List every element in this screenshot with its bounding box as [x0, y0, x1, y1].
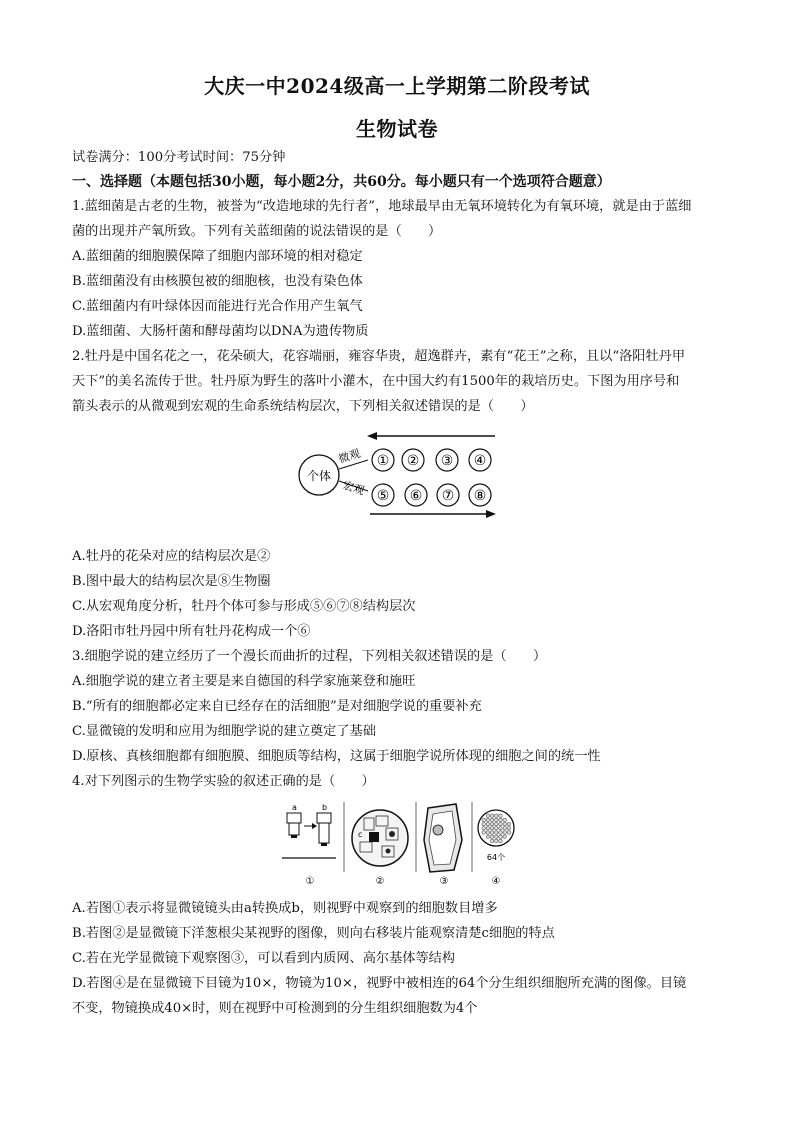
- small-cell: [482, 822, 486, 826]
- level-7-label: ⑦: [441, 488, 455, 504]
- small-cell: [482, 831, 486, 835]
- level-2-label: ②: [406, 453, 420, 469]
- life-system-levels-diagram: [295, 425, 505, 525]
- section-heading: 一、选择题（本题包括30小题，每小题2分，共60分。每小题只有一个选项符合题意）: [72, 174, 611, 190]
- small-cell: [503, 835, 507, 839]
- small-cell: [490, 818, 494, 822]
- small-cell: [507, 827, 511, 831]
- q4-option-a: A.若图①表示将显微镜镜头由a转换成b，则视野中观察到的细胞数目增多: [72, 901, 498, 916]
- small-cell: [503, 831, 507, 835]
- q1-stem-line-2: 菌的出现并产氧所致。下列有关蓝细菌的说法错误的是（ ）: [72, 224, 442, 239]
- q3-stem: 3.细胞学说的建立经历了一个漫长而曲折的过程，下列相关叙述错误的是（ ）: [72, 649, 547, 664]
- lens-b-tip: [321, 843, 327, 846]
- figure-label-4: ④: [491, 876, 501, 887]
- q2-stem-line-2: 天下”的美名流传于世。牡丹原为野生的落叶小灌木，在中国大约有1500年的栽培历史。下图为用序号和: [72, 374, 680, 389]
- small-cell: [490, 814, 494, 818]
- q2-option-d: D.洛阳市牡丹园中所有牡丹花构成一个⑥: [72, 624, 311, 639]
- q1-stem-line-1: 1.蓝细菌是古老的生物，被誉为“改造地球的先行者”，地球最早由无氧环境转化为有氧环境，就是由于蓝细: [72, 199, 692, 214]
- small-cell: [507, 831, 511, 835]
- small-cell: [486, 814, 490, 818]
- q4-stem: 4.对下列图示的生物学实验的叙述正确的是（ ）: [72, 774, 375, 789]
- small-cell: [490, 827, 494, 831]
- small-cell: [490, 822, 494, 826]
- q4-option-c: C.若在光学显微镜下观察图③，可以看到内质网、高尔基体等结构: [72, 951, 456, 966]
- small-cell: [490, 831, 494, 835]
- nucleus-2b: [386, 849, 391, 854]
- small-cell: [495, 831, 499, 835]
- q2-stem-line-1: 2.牡丹是中国名花之一，花朵硕大，花容端丽，雍容华贵，超逸群卉，素有“花王”之称，且以“洛阳牡丹甲: [72, 349, 686, 364]
- small-cell: [486, 822, 490, 826]
- small-cell: [490, 839, 494, 843]
- dividing-cell-c: [369, 832, 379, 842]
- small-cell: [486, 835, 490, 839]
- small-cell: [486, 827, 490, 831]
- small-cell: [495, 835, 499, 839]
- small-cell: [499, 818, 503, 822]
- small-cell: [503, 818, 507, 822]
- macro-label: 宏观: [341, 478, 367, 498]
- small-cell: [499, 814, 503, 818]
- small-cell: [482, 827, 486, 831]
- small-cell: [499, 839, 503, 843]
- microscope-experiment-figure: [278, 800, 520, 892]
- small-cell: [495, 822, 499, 826]
- panel-4-cell-field: [478, 810, 514, 887]
- q4-option-b: B.若图②是显微镜下洋葱根尖某视野的图像，则向右移装片能观察清楚c细胞的特点: [72, 926, 555, 941]
- panel-2-root-tip-field: [352, 810, 408, 887]
- small-cell: [499, 827, 503, 831]
- top-arrow-head: [367, 432, 377, 440]
- small-cell: [482, 818, 486, 822]
- small-cell: [499, 822, 503, 826]
- small-cell: [503, 822, 507, 826]
- figure-label-1: ①: [305, 876, 315, 887]
- lens-a-top: [287, 813, 301, 823]
- small-cell: [499, 831, 503, 835]
- level-6-label: ⑥: [409, 488, 423, 504]
- nucleus-3: [433, 825, 443, 835]
- lens-a-tip: [291, 835, 297, 838]
- figure-label-2: ②: [375, 876, 385, 887]
- small-cell: [495, 818, 499, 822]
- level-3-label: ③: [440, 453, 454, 469]
- q1-option-c: C.蓝细菌内有叶绿体因而能进行光合作用产生氧气: [72, 299, 363, 314]
- panel-1-lens-switch: [282, 803, 336, 887]
- figure-label-3: ③: [439, 876, 449, 887]
- small-cell: [486, 831, 490, 835]
- lens-a-label: a: [292, 803, 297, 812]
- q3-option-b: B.“所有的细胞都必定来自已经存在的活细胞”是对细胞学说的重要补充: [72, 699, 482, 714]
- level-5-label: ⑤: [376, 488, 390, 504]
- q2-option-b: B.图中最大的结构层次是⑧生物圈: [72, 574, 271, 589]
- small-cell: [499, 835, 503, 839]
- q1-option-b: B.蓝细菌没有由核膜包被的细胞核，也没有染色体: [72, 274, 363, 289]
- lens-b-label: b: [322, 803, 328, 812]
- bottom-arrow-head: [486, 510, 496, 518]
- lens-a-barrel: [289, 823, 299, 835]
- level-8-label: ⑧: [473, 488, 487, 504]
- small-cell: [495, 814, 499, 818]
- small-cell: [486, 818, 490, 822]
- subject-title: 生物试卷: [356, 117, 438, 141]
- cell-membrane-3: [429, 811, 456, 865]
- q1-option-a: A.蓝细菌的细胞膜保障了细胞内部环境的相对稳定: [72, 249, 363, 264]
- cell-count-label: 64个: [486, 853, 506, 862]
- q4-option-d-line-1: D.若图④是在显微镜下目镜为10×，物镜为10×，视野中被相连的64个分生组织细胞所充满的图像。目镜: [72, 976, 687, 991]
- level-4-label: ④: [473, 453, 487, 469]
- small-cell: [495, 827, 499, 831]
- switch-arrow-head: [312, 823, 317, 829]
- small-cell: [495, 839, 499, 843]
- nucleus-2a: [389, 831, 395, 837]
- q2-option-c: C.从宏观角度分析，牡丹个体可参与形成⑤⑥⑦⑧结构层次: [72, 599, 416, 614]
- lens-b-top: [317, 813, 331, 823]
- exam-title: 大庆一中2024级高一上学期第二阶段考试: [204, 74, 590, 98]
- small-cell: [503, 827, 507, 831]
- q1-option-d: D.蓝细菌、大肠杆菌和酵母菌均以DNA为遗传物质: [72, 324, 369, 339]
- micro-label: 微观: [336, 446, 362, 466]
- q3-option-d: D.原核、真核细胞都有细胞膜、细胞质等结构，这属于细胞学说所体现的细胞之间的统一性: [72, 749, 601, 764]
- cell-c-label: c: [358, 830, 363, 839]
- level-1-label: ①: [376, 453, 390, 469]
- exam-meta: 试卷满分：100分考试时间：75分钟: [72, 150, 286, 165]
- lens-b-barrel: [319, 823, 329, 843]
- q3-option-a: A.细胞学说的建立者主要是来自德国的科学家施莱登和施旺: [72, 674, 416, 689]
- q2-stem-line-3: 箭头表示的从微观到宏观的生命系统结构层次，下列相关叙述错误的是（ ）: [72, 399, 534, 414]
- q4-option-d-line-2: 不变，物镜换成40×时，则在视野中可检测到的分生组织细胞数为4个: [72, 1001, 478, 1016]
- panel-3-plant-cell: [424, 804, 462, 887]
- q3-option-c: C.显微镜的发明和应用为细胞学说的建立奠定了基础: [72, 724, 376, 739]
- small-cell: [490, 835, 494, 839]
- individual-label: 个体: [306, 469, 332, 483]
- q2-option-a: A.牡丹的花朵对应的结构层次是②: [72, 549, 271, 564]
- small-cell: [507, 822, 511, 826]
